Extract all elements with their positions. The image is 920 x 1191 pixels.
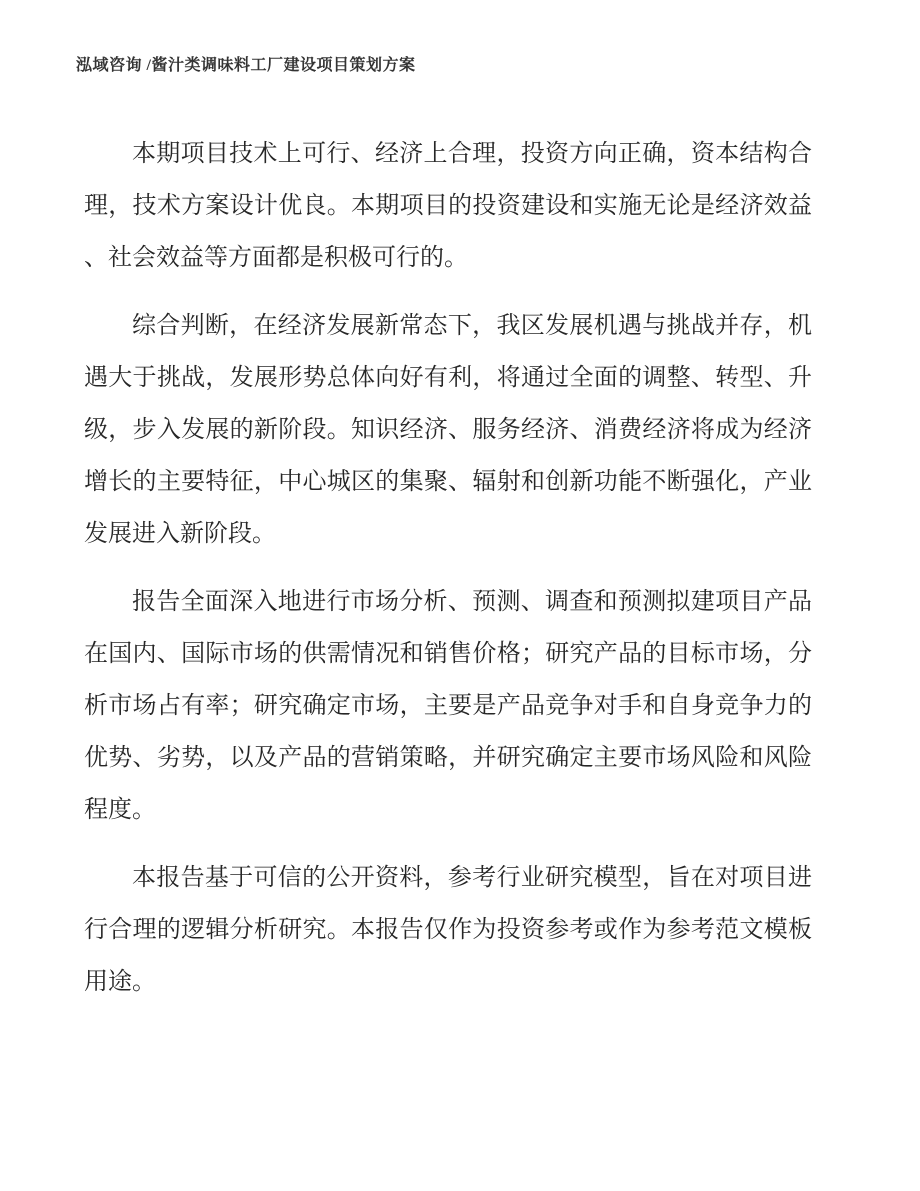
text-line: 级，步入发展的新阶段。知识经济、服务经济、消费经济将成为经济 <box>84 417 812 443</box>
text-line: 优势、劣势，以及产品的营销策略，并研究确定主要市场风险和风险 <box>84 745 812 771</box>
text-line: 增长的主要特征，中心城区的集聚、辐射和创新功能不断强化，产业 <box>84 469 812 495</box>
text-line: 本报告基于可信的公开资料，参考行业研究模型，旨在对项目进 <box>132 865 812 891</box>
text-line: 行合理的逻辑分析研究。本报告仅作为投资参考或作为参考范文模板 <box>84 917 812 943</box>
text-line: 程度。 <box>84 797 156 823</box>
text-line: 用途。 <box>84 969 156 995</box>
text-line: 在国内、国际市场的供需情况和销售价格；研究产品的目标市场，分 <box>84 641 812 667</box>
text-line: 、社会效益等方面都是积极可行的。 <box>84 245 468 271</box>
text-line: 析市场占有率；研究确定市场，主要是产品竞争对手和自身竞争力的 <box>84 693 812 719</box>
text-line: 本期项目技术上可行、经济上合理，投资方向正确，资本结构合 <box>132 141 812 167</box>
text-line: 报告全面深入地进行市场分析、预测、调查和预测拟建项目产品 <box>132 589 812 615</box>
text-line: 发展进入新阶段。 <box>84 521 276 547</box>
text-line: 理，技术方案设计优良。本期项目的投资建设和实施无论是经济效益 <box>84 193 812 219</box>
text-line: 综合判断，在经济发展新常态下，我区发展机遇与挑战并存，机 <box>132 313 812 339</box>
text-line: 遇大于挑战，发展形势总体向好有利，将通过全面的调整、转型、升 <box>84 365 812 391</box>
document-header: 泓域咨询 /酱汁类调味料工厂建设项目策划方案 <box>76 57 416 74</box>
document-body <box>84 128 812 1024</box>
